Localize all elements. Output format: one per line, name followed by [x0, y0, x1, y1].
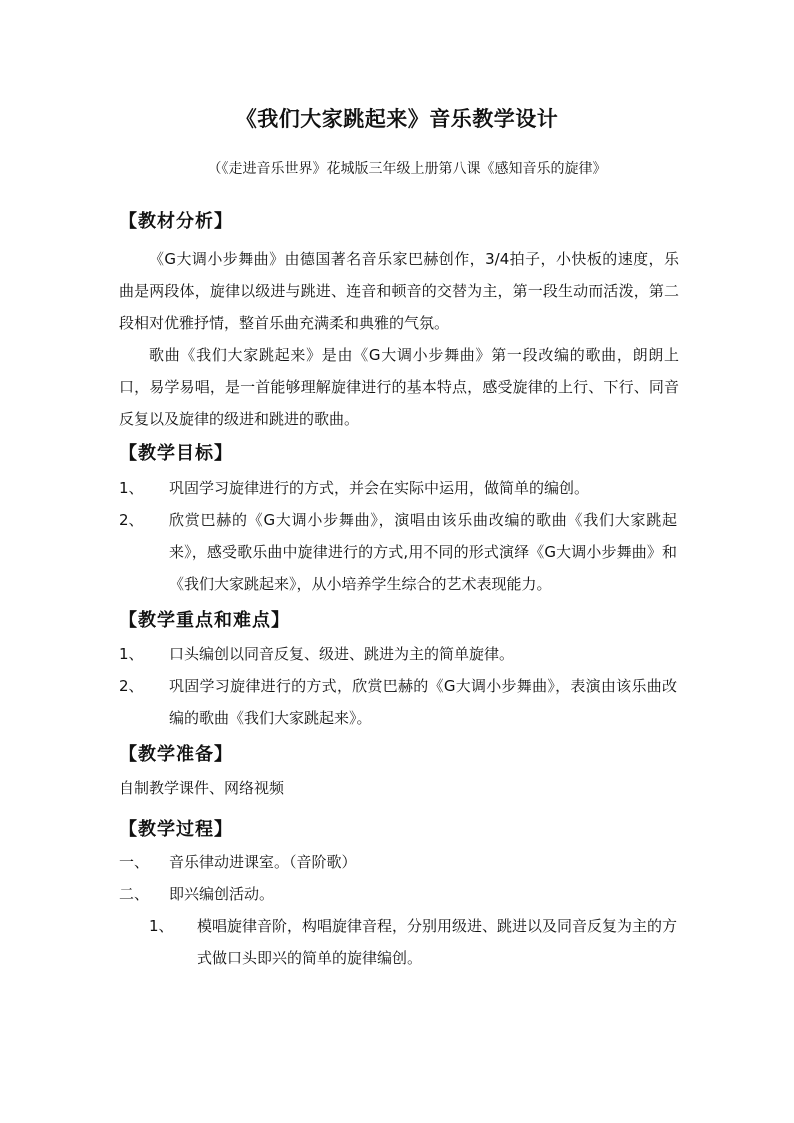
- heading-teaching-process: 【教学过程】: [119, 819, 233, 840]
- process-item-text: 即兴编创活动。: [169, 885, 275, 903]
- material-paragraph-1: 《G大调小步舞曲》由德国著名音乐家巴赫创作，3/4拍子，小快板的速度，乐曲是两段体，旋律以级进与跳进、连音和顿音的交替为主，第一段生动而活泼，第二段相对优雅抒情，整首乐曲充满柔和典雅的气氛。: [119, 250, 679, 332]
- process-item-text: 音乐律动进课室。（音阶歌）: [169, 853, 357, 871]
- goal-item-number: 2、: [119, 511, 144, 529]
- focus-item-number: 1、: [119, 645, 144, 663]
- heading-material-analysis: 【教材分析】: [119, 211, 233, 232]
- process-item-number: 一、: [119, 853, 150, 871]
- preparation-text: 自制教学课件、网络视频: [119, 779, 285, 797]
- goal-item-text: 欣赏巴赫的《G大调小步舞曲》，演唱由该乐曲改编的歌曲《我们大家跳起来》，感受歌乐曲中旋律进行的方式,用不同的形式演绎《G大调小步舞曲》和《我们大家跳起来》，从小培养学生综合的艺术表现能力。: [169, 511, 677, 593]
- document-title: 《我们大家跳起来》音乐教学设计: [235, 107, 559, 131]
- focus-item-number: 2、: [119, 677, 144, 695]
- focus-item-text: 巩固学习旋律进行的方式，欣赏巴赫的《G大调小步舞曲》，表演由该乐曲改编的歌曲《我们大家跳起来》。: [169, 677, 677, 727]
- material-paragraph-2: 歌曲《我们大家跳起来》是由《G大调小步舞曲》第一段改编的歌曲，朗朗上口，易学易唱，是一首能够理解旋律进行的基本特点，感受旋律的上行、下行、同音反复以及旋律的级进和跳进的歌曲。: [119, 346, 679, 428]
- heading-teaching-goals: 【教学目标】: [119, 443, 233, 464]
- document-subtitle: （《走进音乐世界》花城版三年级上册第八课《感知音乐的旋律》: [207, 161, 607, 177]
- focus-item-text: 口头编创以同音反复、级进、跳进为主的简单旋律。: [169, 645, 515, 663]
- goal-item-number: 1、: [119, 479, 144, 497]
- heading-key-and-difficult-points: 【教学重点和难点】: [119, 610, 290, 631]
- process-subitem-text: 模唱旋律音阶，构唱旋律音程，分别用级进、跳进以及同音反复为主的方式做口头即兴的简单的旋律编创。: [197, 917, 678, 967]
- heading-teaching-preparation: 【教学准备】: [119, 744, 233, 765]
- process-subitem-number: 1、: [149, 917, 174, 935]
- goal-item-text: 巩固学习旋律进行的方式，并会在实际中运用，做简单的编创。: [169, 479, 590, 497]
- process-item-number: 二、: [119, 885, 150, 903]
